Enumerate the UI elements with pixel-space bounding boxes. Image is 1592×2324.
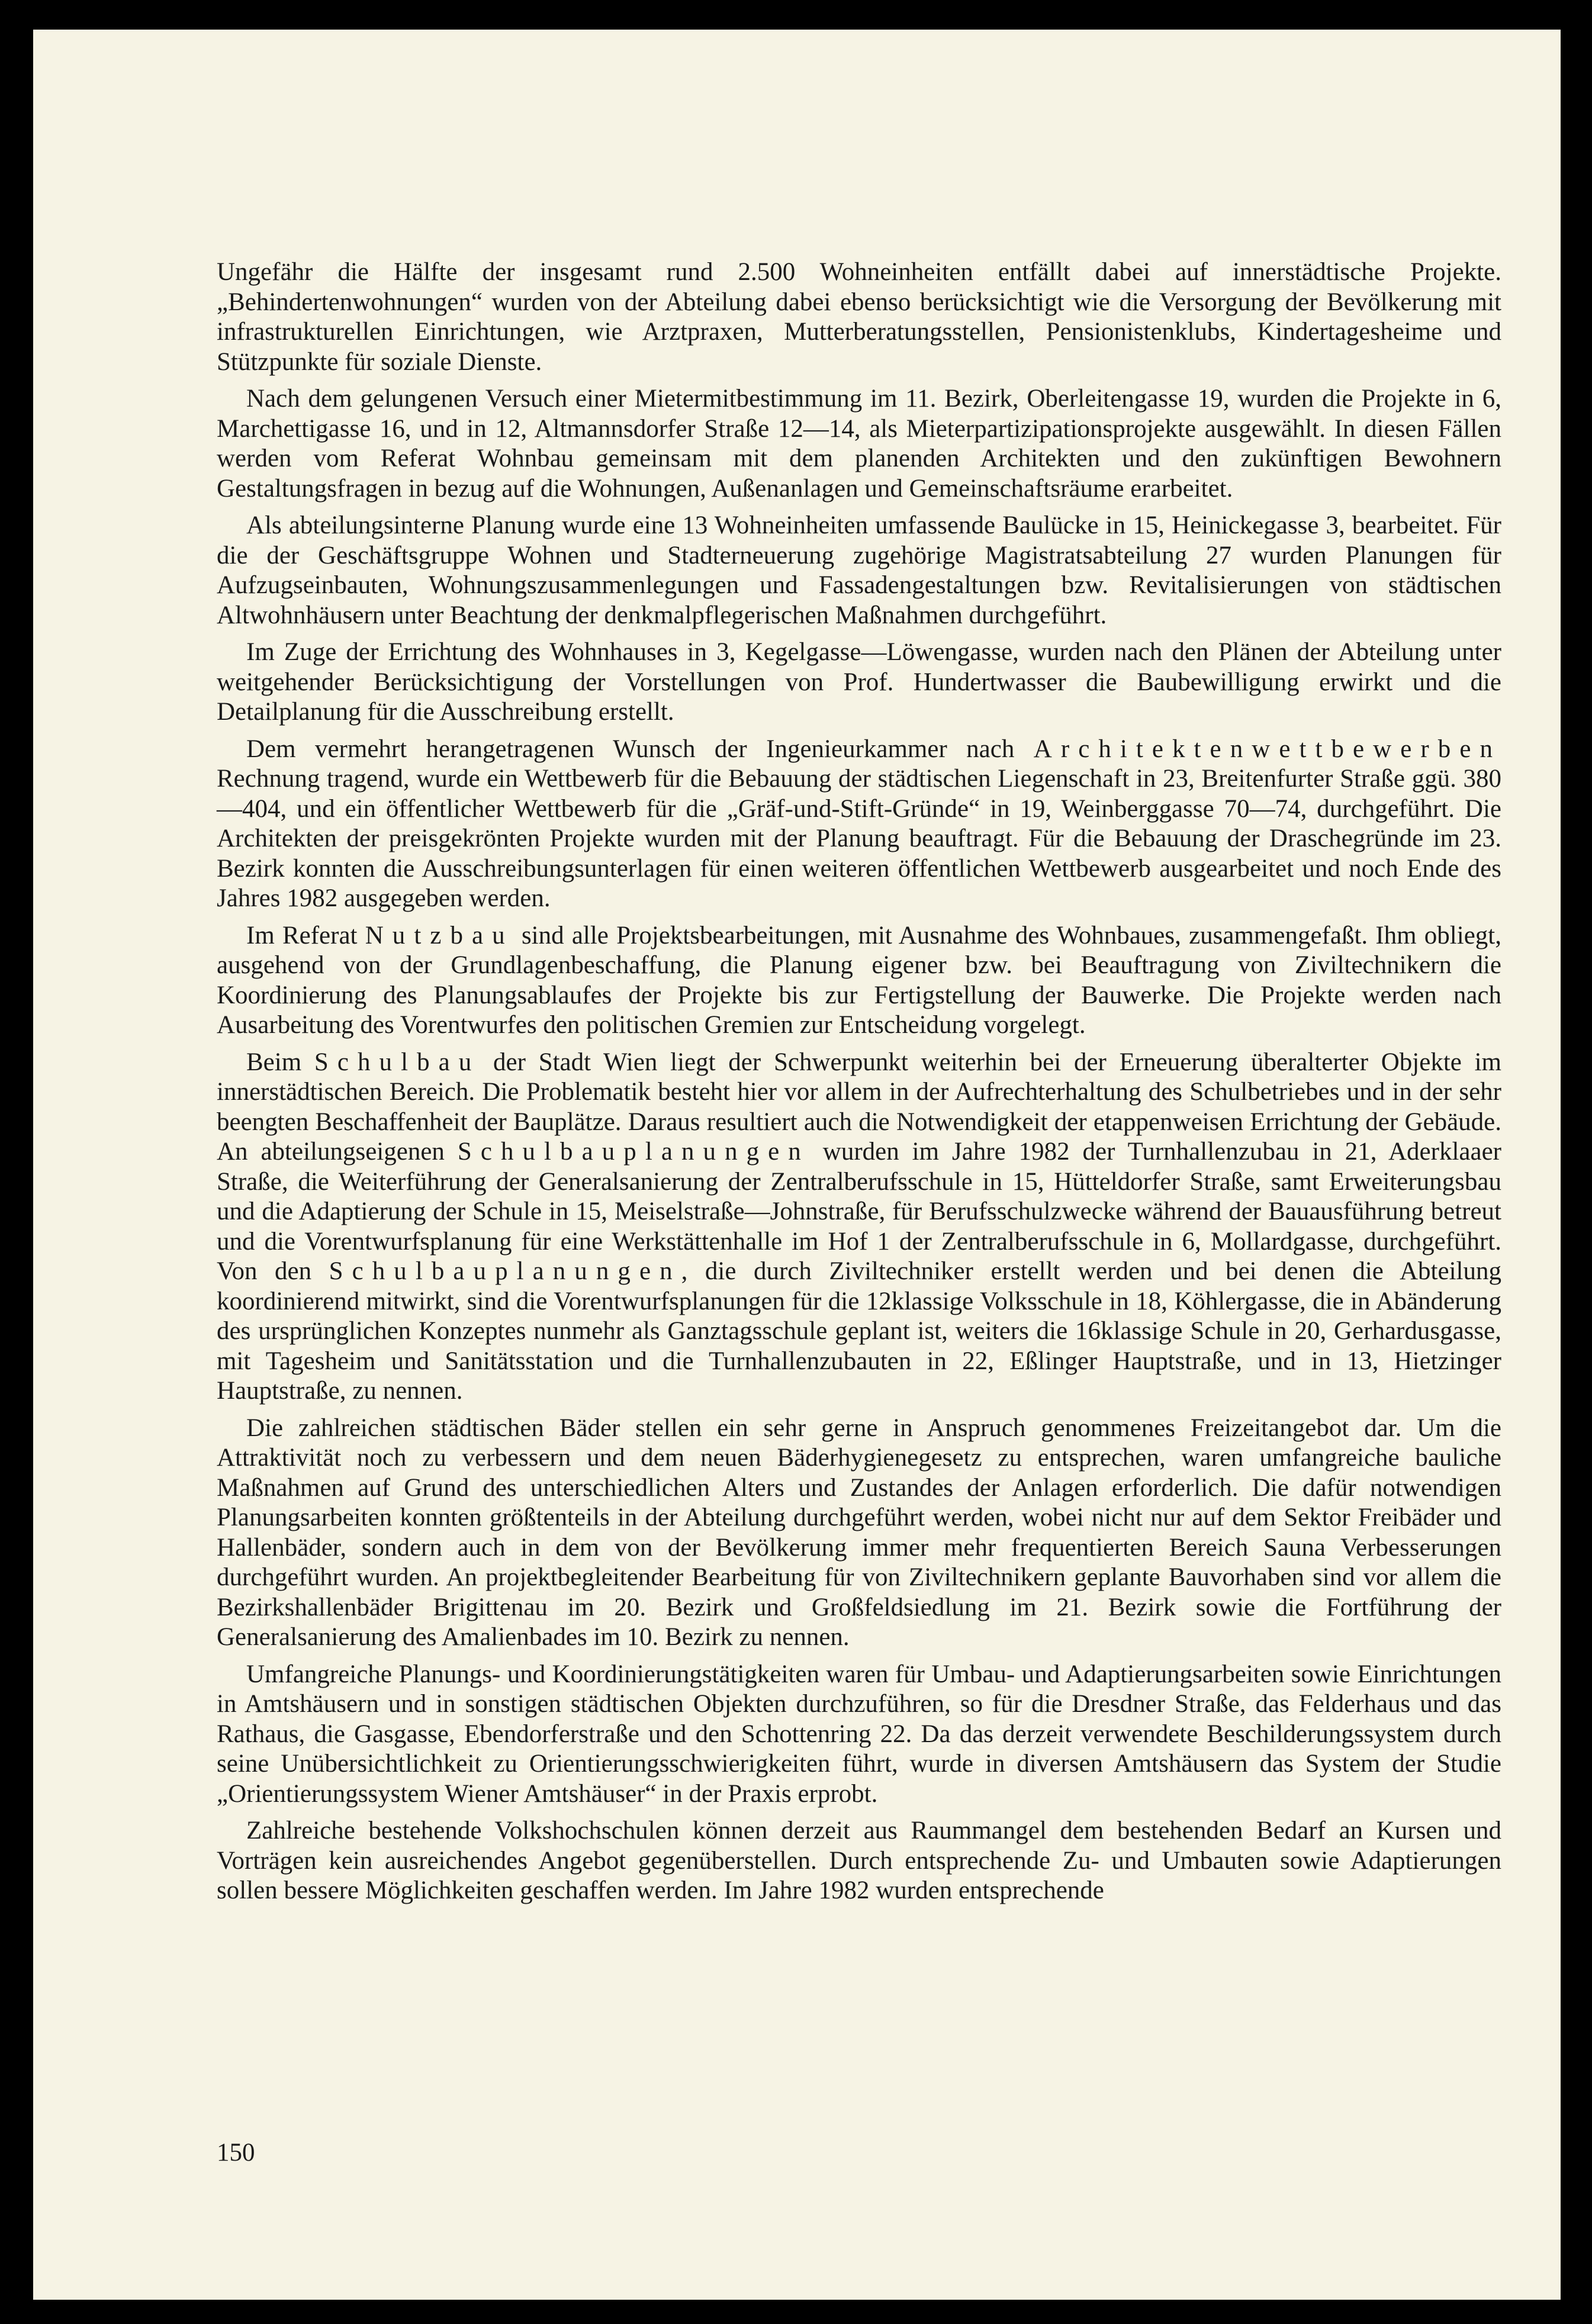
paragraph — [217, 921, 1501, 1041]
paragraph — [217, 735, 1501, 914]
paragraph — [217, 257, 1501, 377]
document-page — [33, 30, 1561, 2300]
text-run: Dem vermehrt herangetragenen Wunsch der Ingenieurkammer nach — [246, 735, 1034, 763]
text-run: Im Zuge der Errichtung des Wohnhauses in 3, Kegelgasse—Löwengasse, wurden nach den Plänen der Abteilung unter weitgehender Berücksichtigung der Vorstellungen von Prof. Hundertwasser die Baubewilligung erwirkt und die Detailplanung für die Ausschreibung erstellt. — [217, 638, 1501, 726]
text-run: Zahlreiche bestehende Volkshochschulen können derzeit aus Raummangel dem bestehenden Bedarf an Kursen und Vorträgen kein ausreichendes Angebot gegenüberstellen. Durch entsprechende Zu- und Umbauten sowie Adaptierungen sollen bessere Möglichkeiten geschaffen werden. Im Jahre 1982 wurden entsprechende — [217, 1817, 1501, 1904]
paragraph — [217, 1414, 1501, 1653]
paragraph — [217, 1048, 1501, 1406]
paragraph — [217, 1816, 1501, 1906]
page-number: 150 — [217, 2139, 255, 2167]
paragraph — [217, 1660, 1501, 1810]
text-run: Die zahlreichen städtischen Bäder stellen ein sehr gerne in Anspruch genommenes Freizeitangebot dar. Um die Attraktivität noch zu verbessern und dem neuen Bäderhygienegesetz zu entsprechen, waren umfangreiche bauliche Maßnahmen auf Grund des unterschiedlichen Alters und Zustandes der Anlagen erforderlich. Die dafür notwendigen Planungsarbeiten konnten größtenteils in der Abteilung durchgeführt werden, wobei nicht nur auf dem Sektor Freibäder und Hallenbäder, sondern auch in dem von der Bevölkerung immer mehr frequentierten Bereich Sauna Verbesserungen durchgeführt wurden. An projektbegleitender Bearbeitung für von Ziviltechnikern geplante Bauvorhaben sind vor allem die Bezirkshallenbäder Brigittenau im 20. Bezirk und Großfeldsiedlung im 21. Bezirk sowie die Fortführung der Generalsanierung des Amalienbades im 10. Bezirk zu nennen. — [217, 1414, 1501, 1651]
spaced-emphasis: Schulbauplanungen — [329, 1257, 681, 1285]
text-run: Umfangreiche Planungs- und Koordinierungstätigkeiten waren für Umbau- und Adaptierungsarbeiten sowie Einrichtungen in Amtshäusern und in sonstigen städtischen Objekten durchzuführen, so für die Dresdner Straße, das Felderhaus und das Rathaus, die Gasgasse, Ebendorferstraße und den Schottenring 22. Da das derzeit verwendete Beschilderungssystem durch seine Unübersichtlichkeit zu Orientierungsschwierigkeiten führt, wurde in diversen Amtshäusern das System der Studie „Orientierungssystem Wiener Amtshäuser“ in der Praxis erprobt. — [217, 1660, 1501, 1808]
body-text — [217, 257, 1501, 1913]
spaced-emphasis: Nutzbau — [365, 921, 514, 949]
text-run: Rechnung tragend, wurde ein Wettbewerb für die Bebauung der städtischen Liegenschaft in 23, Breitenfurter Straße ggü. 380—404, und ein öffentlicher Wettbewerb für die „Gräf-und-Stift-Gründe“ in 19, Weinberggasse 70—74, durchgeführt. Die Architekten der preisgekrönten Projekte wurden mit der Planung beauftragt. Für die Bebauung der Draschegründe im 23. Bezirk konnten die Ausschreibungsunterlagen für einen weiteren öffentlichen Wettbewerb ausgearbeitet und noch Ende des Jahres 1982 ausgegeben werden. — [217, 765, 1501, 912]
paragraph — [217, 511, 1501, 630]
spaced-emphasis: Architektenwettbewerben — [1033, 735, 1501, 763]
text-run: der Stadt Wien liegt der Schwerpunkt weiterhin bei der Erneuerung überalterter Objekte im innerstädtischen Bereich. Die Problematik besteht hier vor allem in der Aufrechterhaltung des Schulbetriebes und in der sehr beengten Beschaffenheit der Bauplätze. Daraus resultiert auch die Notwendigkeit der etappenweisen Errichtung der Gebäude. An abteilungseigenen — [217, 1048, 1501, 1166]
text-run: wurden im Jahre 1982 der Turnhallenzubau in 21, Aderklaaer Straße, die Weiterführung der Generalsanierung der Zentralberufsschule in 15, Hütteldorfer Straße, samt Erweiterungsbau und die Adaptierung der Schule in 15, Meiselstraße—Johnstraße, für Berufsschulzwecke während der Bauausführung betreut und die Vorentwurfsplanung für eine Werkstättenhalle im Hof 1 der Zentralberufsschule in 6, Mollardgasse, durchgeführt. Von den — [217, 1138, 1501, 1285]
spaced-emphasis: Schulbauplanungen — [457, 1138, 810, 1166]
text-run: sind alle Projektsbearbeitungen, mit Ausnahme des Wohnbaues, zusammengefaßt. Ihm obliegt, ausgehend von der Grundlagenbeschaffung, die Planung eigener bzw. bei Beauftragung von Ziviltechnikern die Koordinierung des Planungsablaufes der Projekte bis zur Fertigstellung der Bauwerke. Die Projekte werden nach Ausarbeitung des Vorentwurfes den politischen Gremien zur Entscheidung vorgelegt. — [217, 921, 1501, 1039]
text-run: Nach dem gelungenen Versuch einer Mietermitbestimmung im 11. Bezirk, Oberleitengasse 19, wurden die Projekte in 6, Marchettigasse 16, und in 12, Altmannsdorfer Straße 12—14, als Mieterpartizipationsprojekte ausgewählt. In diesen Fällen werden vom Referat Wohnbau gemeinsam mit dem planenden Architekten und den zukünftigen Bewohnern Gestaltungsfragen in bezug auf die Wohnungen, Außenanlagen und Gemeinschaftsräume erarbeitet. — [217, 385, 1501, 503]
text-run: , die durch Ziviltechniker erstellt werden und bei denen die Abteilung koordinierend mitwirkt, sind die Vorentwurfsplanungen für die 12klassige Volksschule in 18, Köhlergasse, die in Abänderung des ursprünglichen Konzeptes nunmehr als Ganztagsschule geplant ist, weiters die 16klassige Schule in 20, Gerhardusgasse, mit Tagesheim und Sanitätsstation und die Turnhallenzubauten in 22, Eßlinger Hauptstraße, und in 13, Hietzinger Hauptstraße, zu nennen. — [217, 1257, 1501, 1405]
text-run: Ungefähr die Hälfte der insgesamt rund 2.500 Wohneinheiten entfällt dabei auf innerstädtische Projekte. „Behindertenwohnungen“ wurden von der Abteilung dabei ebenso berücksichtigt wie die Versorgung der Bevölkerung mit infrastrukturellen Einrichtungen, wie Arztpraxen, Mutterberatungsstellen, Pensionistenklubs, Kindertagesheime und Stützpunkte für soziale Dienste. — [217, 258, 1501, 376]
text-run: Beim — [246, 1048, 314, 1076]
text-run: Im Referat — [246, 921, 365, 949]
paragraph — [217, 384, 1501, 504]
text-run: Als abteilungsinterne Planung wurde eine 13 Wohneinheiten umfassende Baulücke in 15, Heinickegasse 3, bearbeitet. Für die der Geschäftsgruppe Wohnen und Stadterneuerung zugehörige Magistratsabteilung 27 wurden Planungen für Aufzugseinbauten, Wohnungszusammenlegungen und Fassadengestaltungen bzw. Revitalisierungen von städtischen Altwohnhäusern unter Beachtung der denkmalpflegerischen Maßnahmen durchgeführt. — [217, 511, 1501, 629]
spaced-emphasis: Schulbau — [314, 1048, 481, 1076]
paragraph — [217, 638, 1501, 728]
